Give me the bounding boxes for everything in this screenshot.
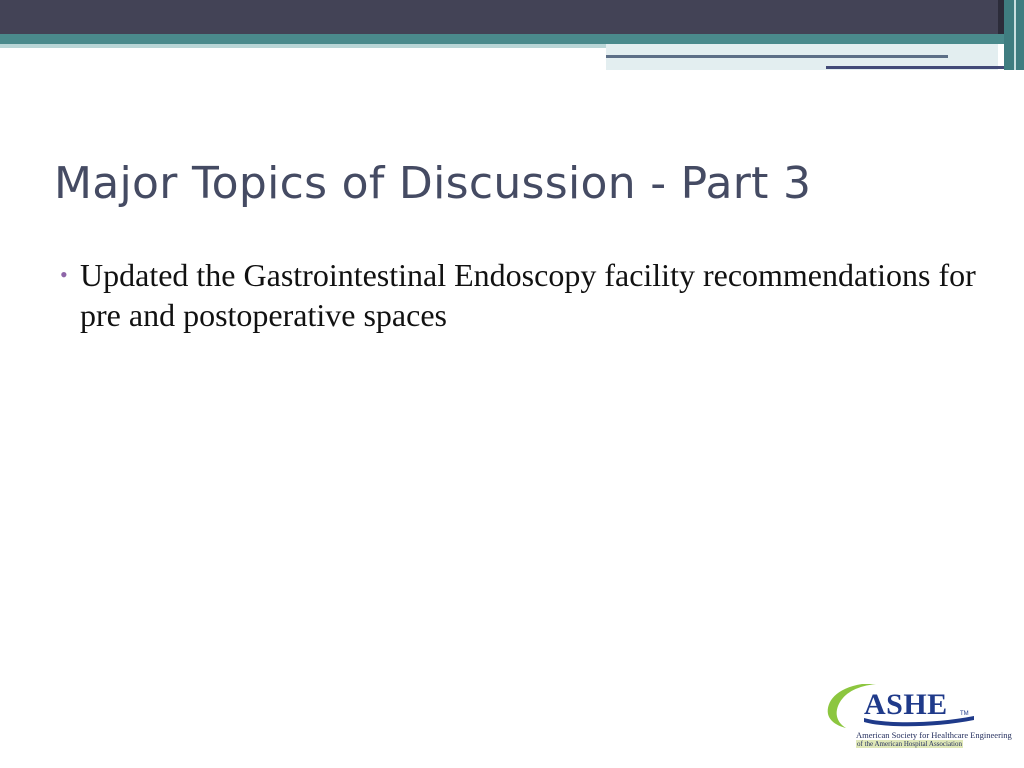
logo-tm: TM bbox=[960, 711, 969, 717]
ashe-logo bbox=[824, 678, 1012, 752]
header-right-line-lower bbox=[826, 66, 1004, 69]
header-bar-teal bbox=[0, 34, 1024, 44]
bullet-item bbox=[60, 255, 980, 335]
header-right-line bbox=[606, 55, 948, 58]
logo-wordmark: ASHE bbox=[864, 688, 948, 721]
logo-subtitle-secondary: of the American Hospital Association bbox=[857, 740, 962, 748]
header-edge-line bbox=[1014, 0, 1016, 70]
header-bar-dark bbox=[0, 0, 1024, 34]
bullet-text: Updated the Gastrointestinal Endoscopy facility recommendations for pre and postoperative spaces bbox=[80, 257, 976, 333]
logo-subtitle: American Society for Healthcare Engineering bbox=[856, 730, 1012, 740]
header-bar-light bbox=[0, 44, 606, 48]
slide-title: Major Topics of Discussion - Part 3 bbox=[54, 158, 812, 209]
bullet-list bbox=[60, 255, 980, 335]
bullet-marker: • bbox=[60, 262, 68, 287]
